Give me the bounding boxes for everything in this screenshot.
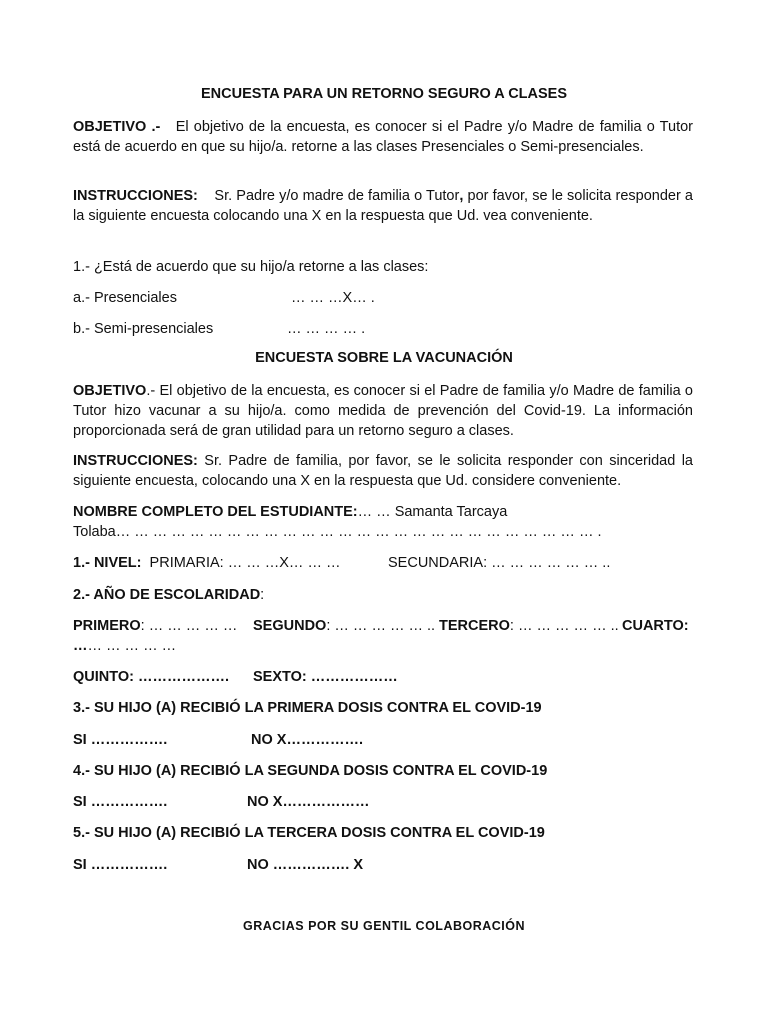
level-label: 1.- NIVEL: xyxy=(73,555,142,571)
grade-quinto xyxy=(73,667,229,687)
question-3-text: 3.- SU HIJO (A) RECIBIÓ LA PRIMERA DOSIS CONTRA EL COVID-19 xyxy=(73,700,542,716)
instructions-label-2: INSTRUCCIONES: xyxy=(73,453,198,469)
question-4 xyxy=(73,761,547,781)
level-field xyxy=(73,553,340,573)
option-semipresenciales-answer: … … … … . xyxy=(287,321,366,337)
question-4-no-text: NO X……………… xyxy=(247,794,370,810)
question-3 xyxy=(73,698,542,718)
instructions-paragraph-2 xyxy=(73,451,693,491)
grade-primero-label: PRIMERO xyxy=(73,618,141,634)
question-3-no-text: NO X……………. xyxy=(251,732,363,748)
grade-segundo-value: : … … … … … .. xyxy=(326,618,436,634)
question-4-yes-text: SI ……………. xyxy=(73,794,168,810)
option-presenciales-label: a.- Presenciales xyxy=(73,290,177,306)
objective-paragraph-2 xyxy=(73,381,693,441)
question-5-no-text: NO ……………. X xyxy=(247,857,364,873)
question-5 xyxy=(73,823,545,843)
instructions-text-1a: Sr. Padre y/o madre de familia o Tutor xyxy=(214,188,460,204)
objective-paragraph-1 xyxy=(73,117,693,157)
level-primaria: PRIMARIA: … … …X… … … xyxy=(149,555,341,571)
instructions-comma: , xyxy=(459,188,464,204)
thanks-footer: GRACIAS POR SU GENTIL COLABORACIÓN xyxy=(242,919,526,933)
question-3-no xyxy=(251,730,363,750)
question-4-text: 4.- SU HIJO (A) RECIBIÓ LA SEGUNDA DOSIS CONTRA EL COVID-19 xyxy=(73,763,548,779)
objective-label-1: OBJETIVO .- xyxy=(73,119,161,135)
grade-sexto xyxy=(253,667,398,687)
question-5-no xyxy=(247,855,363,875)
grade-sexto-text: SEXTO: ……………… xyxy=(253,669,398,685)
question-5-yes-text: SI ……………. xyxy=(73,857,168,873)
objective-text-1: El objetivo de la encuesta, es conocer si el Padre y/o Madre de familia o Tutor está de acuerdo en que su hijo/a. retorne a las clases Presenciales o Semi-presenciales. xyxy=(73,119,693,155)
grade-cuarto-value-start: … xyxy=(73,638,88,654)
question-5-text: 5.- SU HIJO (A) RECIBIÓ LA TERCERA DOSIS CONTRA EL COVID-19 xyxy=(73,825,545,841)
instructions-paragraph-1 xyxy=(73,186,693,226)
option-semipresenciales-label: b.- Semi-presenciales xyxy=(73,321,214,337)
grade-cuarto-label: CUARTO: xyxy=(622,618,689,634)
grade-quinto-text: QUINTO: ………………. xyxy=(73,669,230,685)
student-name-continuation: Tolaba… … … … … … … … … … … … … … … … … … … … … … … … … … . xyxy=(73,524,602,540)
student-name-value: … … Samanta Tarcaya xyxy=(357,504,508,520)
school-year-label: 2.- AÑO DE ESCOLARIDAD xyxy=(73,587,261,603)
question-1: 1.- ¿Está de acuerdo que su hijo/a retorne a las clases: xyxy=(73,259,429,275)
question-4-yes xyxy=(73,792,167,812)
grade-segundo-label: SEGUNDO xyxy=(253,618,327,634)
question-3-yes-text: SI ……………. xyxy=(73,732,168,748)
grade-cuarto-value-rest: … … … … … xyxy=(87,638,177,654)
student-name-field xyxy=(73,502,507,522)
question-4-no xyxy=(247,792,369,812)
grade-primero xyxy=(73,616,237,636)
grade-tercero xyxy=(439,616,619,636)
grade-cuarto xyxy=(622,616,689,636)
school-year-heading xyxy=(73,585,264,605)
grade-primero-value: : … … … … … xyxy=(140,618,238,634)
grade-cuarto-value xyxy=(73,636,176,656)
level-secundaria: SECUNDARIA: … … … … … … .. xyxy=(388,555,611,571)
survey-title-return: ENCUESTA PARA UN RETORNO SEGURO A CLASES xyxy=(200,86,568,102)
question-5-yes xyxy=(73,855,167,875)
survey-title-vaccination: ENCUESTA SOBRE LA VACUNACIÓN xyxy=(255,350,513,366)
option-presenciales-answer: … … …X… . xyxy=(291,290,375,306)
school-year-colon: : xyxy=(260,587,265,603)
objective-text-2: .- El objetivo de la encuesta, es conocer si el Padre de familia y/o Madre de familia o Tutor hizo vacunar a su hijo/a. como medida de prevención del Covid-19. La información proporcionada será de gran utilidad para un retorno seguro a clases. xyxy=(73,383,693,439)
grade-tercero-label: TERCERO xyxy=(439,618,510,634)
objective-label-2: OBJETIVO xyxy=(73,383,147,399)
grade-segundo xyxy=(253,616,435,636)
grade-tercero-value: : … … … … … .. xyxy=(509,618,619,634)
instructions-text-1b: por favor, se le solicita responder a la siguiente encuesta colocando una X en la respuesta que Ud. vea conveniente. xyxy=(73,188,693,224)
student-name-label: NOMBRE COMPLETO DEL ESTUDIANTE: xyxy=(73,504,358,520)
question-3-yes xyxy=(73,730,167,750)
instructions-label-1: INSTRUCCIONES: xyxy=(73,188,198,204)
instructions-text-2: Sr. Padre de familia, por favor, se le solicita responder con sinceridad la siguiente encuesta, colocando una X en la respuesta que Ud. considere conveniente. xyxy=(73,453,693,489)
